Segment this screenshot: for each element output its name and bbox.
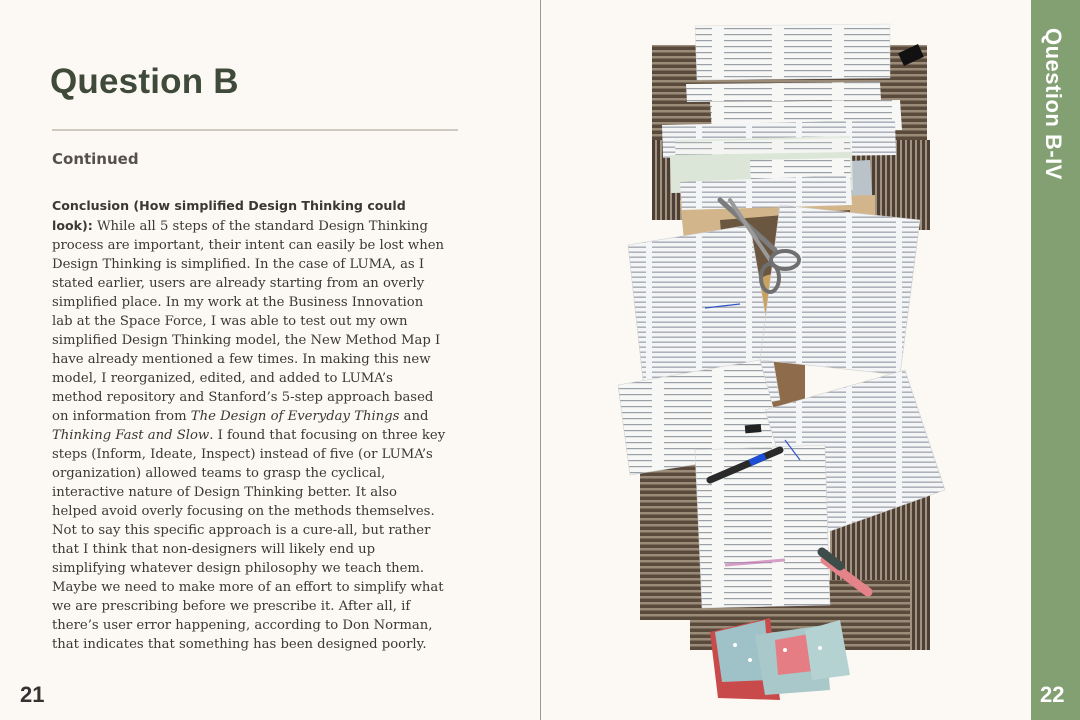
conclusion-heading: Conclusion (How simplified Design Thinking could look): [52,198,406,233]
page-number-left: 21 [20,682,45,707]
section-label: Question B-IV [1041,28,1066,180]
book-title-thinking-fast-and-slow: Thinking Fast and Slow [52,428,210,443]
page-subtitle: Continued [52,150,139,168]
body-text-part-2: and [399,409,429,424]
book-title-design-of-everyday-things: The Design of Everyday Things [190,409,400,424]
page-number-right: 22 [1040,682,1065,707]
page-title: Question B [50,62,239,101]
body-paragraph [52,196,446,654]
body-text-part-3: . I found that focusing on three key steps (Inform, Ideate, Inspect) instead of five (or LUMA’s organization) allowed teams to grasp the cyclical, interactive nature of Design Thinking better. It also helped avoid overly focusing on the methods themselves. Not to say this specific approach is a cure-all, but rather that I think that non-designers will likely end up simplifying whatever design philosophy we teach them. Maybe we need to make more of an effort to simplify what we are prescribing before we prescribe it. After all, if there’s user error happening, according to Don Norman, that indicates that something has been designed poorly. [52,428,446,652]
collage-image [600,20,950,700]
title-divider [52,129,458,131]
body-text-part-1: While all 5 steps of the standard Design Thinking process are important, their intent can easily be lost when Design Thinking is simplified. In the case of LUMA, as I stated earlier, users are already starting from an overly simplified place. In my work at the Business Innovation lab at the Space Force, I was able to test out my own simplified Design Thinking model, the New Method Map I have already mentioned a few times. In making this new model, I reorganized, edited, and added to LUMA’s method repository and Stanford’s 5-step approach based on information from [52,219,444,424]
